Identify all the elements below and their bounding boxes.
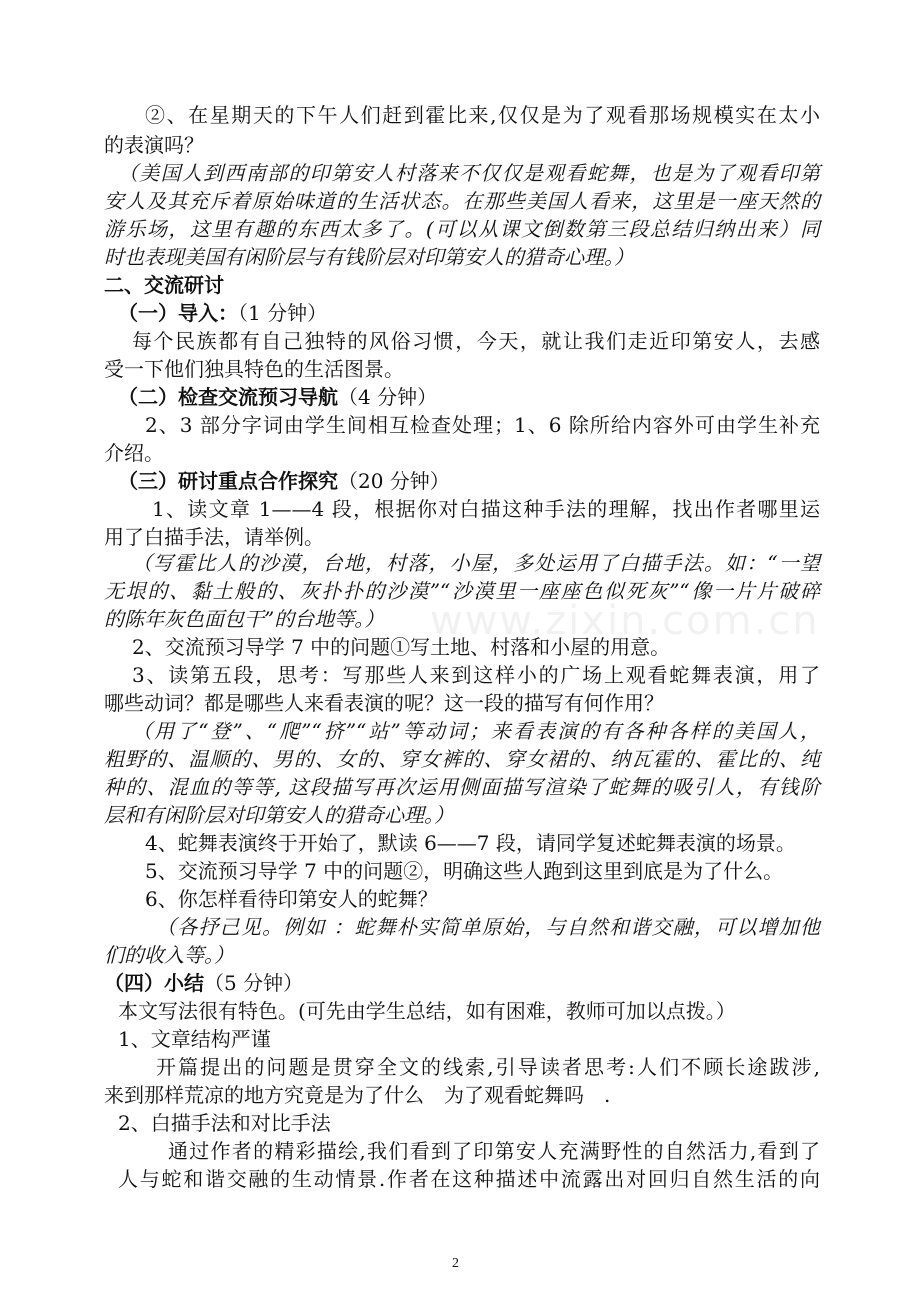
paragraph-line: 2、交流预习导学 7 中的问题①写土地、村落和小屋的用意。 xyxy=(132,635,671,659)
answer-line: （美国人到西南部的印第安人村落来不仅仅是观看蛇舞，也是为了观看印第 xyxy=(118,161,820,185)
paragraph-line: 4、蛇舞表演终于开始了，默读 6——7 段，请同学复述蛇舞表演的场景。 xyxy=(145,831,796,855)
paragraph-line: 5、交流预习导学 7 中的问题②，明确这些人跑到这里到底是为了什么。 xyxy=(145,859,784,883)
answer-line: 粗野的、温顺的、男的、女的、穿女裤的、穿女裙的、纳瓦霍的、霍比的、纯 xyxy=(104,747,820,771)
answer-line: 无垠的、黏土般的、灰扑扑的沙漠”“沙漠里一座座色似死灰”“像一片片破碎 xyxy=(104,579,820,603)
answer-line: 安人及其充斥着原始味道的生活状态。在那些美国人看来，这里是一座天然的 xyxy=(104,189,820,213)
paragraph-line: 本文写法很有特色。(可先由学生总结，如有困难，教师可加以点拨。） xyxy=(118,999,736,1023)
answer-line: （写霍比人的沙漠，台地，村落，小屋，多处运用了白描手法。如：“一望 xyxy=(132,551,820,575)
subsection-heading xyxy=(118,466,450,496)
paragraph-line: 2、3 部分字词由学生间相互检查处理；1、6 除所给内容外可由学生补充 xyxy=(145,413,820,437)
subsection-title: （四）小结 xyxy=(104,971,204,995)
paragraph-line: 人与蛇和谐交融的生动情景.作者在这种描述中流露出对回归自然生活的向 xyxy=(118,1167,820,1191)
paragraph-line: 哪些动词？都是哪些人来看表演的呢？这一段的描写有何作用？ xyxy=(104,691,664,715)
paragraph-line: 开篇提出的问题是贯穿全文的线索,引导读者思考:人们不顾长途跋涉, xyxy=(156,1055,820,1079)
subsection-heading xyxy=(118,298,327,328)
paragraph-line: 2、白描手法和对比手法 xyxy=(118,1111,331,1135)
paragraph-line: 的表演吗？ xyxy=(104,133,204,157)
paragraph-line: 通过作者的精彩描绘,我们看到了印第安人充满野性的自然活力,看到了 xyxy=(168,1139,820,1163)
answer-line: （各抒己见。例如 ：蛇舞朴实简单原始，与自然和谐交融，可以增加他 xyxy=(156,915,820,939)
subsection-duration: （20 分钟） xyxy=(338,469,450,493)
paragraph-line: 每个民族都有自己独特的风俗习惯，今天，就让我们走近印第安人，去感 xyxy=(132,329,820,353)
paragraph-line: 受一下他们独具特色的生活图景。 xyxy=(104,357,404,381)
subsection-duration: （4 分钟） xyxy=(338,385,438,409)
paragraph-line: 1、读文章 1——4 段，根据你对白描这种手法的理解，找出作者哪里运 xyxy=(152,497,820,521)
paragraph-line: 来到那样荒凉的地方究竟是为了什么 为了观看蛇舞吗 . xyxy=(104,1083,611,1107)
answer-line: 的陈年灰色面包干”的台地等。） xyxy=(104,607,385,631)
answer-line: 游乐场，这里有趣的东西太多了。(可以从课文倒数第三段总结归纳出来）同 xyxy=(104,217,820,241)
paragraph-line: ②、在星期天的下午人们赶到霍比来,仅仅是为了观看那场规模实在太小 xyxy=(145,103,820,127)
answer-line: 种的、混血的等等, 这段描写再次运用侧面描写渲染了蛇舞的吸引人，有钱阶 xyxy=(104,775,820,799)
section-heading: 二、交流研讨 xyxy=(104,273,224,297)
subsection-title: （三）研讨重点合作探究 xyxy=(118,469,338,493)
answer-line: 时也表现美国有闲阶层与有钱阶层对印第安人的猎奇心理。） xyxy=(104,245,634,269)
answer-line: 层和有闲阶层对印第安人的猎奇心理。） xyxy=(104,803,454,827)
subsection-duration: （1 分钟） xyxy=(238,301,328,325)
paragraph-line: 1、文章结构严谨 xyxy=(118,1027,271,1051)
subsection-heading xyxy=(118,382,437,412)
answer-line: 们的收入等。） xyxy=(104,943,234,967)
page-number: 2 xyxy=(452,1256,459,1271)
paragraph-line: 6、你怎样看待印第安人的蛇舞？ xyxy=(145,887,438,911)
subsection-heading xyxy=(104,968,303,998)
subsection-title: （二）检查交流预习导航 xyxy=(118,385,338,409)
subsection-title: （一）导入： xyxy=(118,301,238,325)
paragraph-line: 介绍。 xyxy=(104,441,164,465)
answer-line: （用了“登”、“爬”“挤”“站”等动词；来看表演的有各种各样的美国人， xyxy=(132,719,820,743)
paragraph-line: 3、读第五段，思考：写那些人来到这样小的广场上观看蛇舞表演，用了 xyxy=(132,663,820,687)
watermark: www.zixin.com.cn xyxy=(430,598,820,644)
subsection-duration: （5 分钟） xyxy=(204,971,304,995)
paragraph-line: 用了白描手法，请举例。 xyxy=(104,525,324,549)
